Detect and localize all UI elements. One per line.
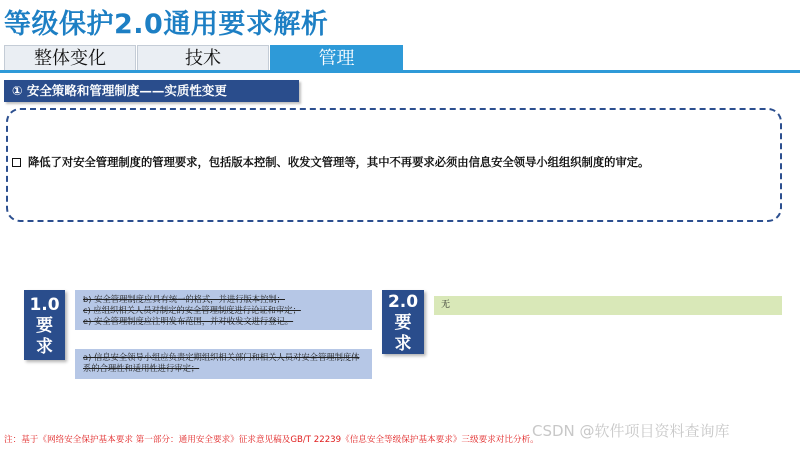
tab-underline [0, 70, 800, 73]
page-title: 等级保护2.0通用要求解析 [4, 9, 329, 40]
tab-overall-changes[interactable]: 整体变化 [4, 45, 136, 70]
summary-item [12, 154, 782, 170]
version-1-label-char2: 求 [36, 337, 53, 357]
version-1-label-char1: 要 [36, 316, 53, 336]
v1-requirement-c: c) 应组织相关人员对制定的安全管理制度进行论证和审定； [83, 305, 301, 315]
version-2-badge [382, 290, 424, 354]
version-2-label-char2: 求 [394, 334, 412, 354]
tab-management[interactable]: 管理 [270, 45, 403, 70]
watermark: CSDN @软件项目资料查询库 [532, 422, 730, 440]
section-heading: ① 安全策略和管理制度——实质性变更 [4, 80, 299, 102]
square-bullet-icon [12, 158, 21, 167]
version-1-number: 1.0 [29, 295, 60, 315]
tab-bar [0, 44, 800, 72]
v1-requirements-group-1 [75, 290, 372, 330]
footnote: 注：基于《网络安全保护基本要求 第一部分：通用安全要求》征求意见稿及GB/T 22239《信息安全等级保护基本要求》三级要求对比分析。 [4, 435, 539, 445]
summary-text: 降低了对安全管理制度的管理要求，包括版本控制、收发文管理等，其中不再要求必须由信息安全领导小组组织制度的审定。 [28, 156, 650, 169]
version-2-label-char1: 要 [394, 313, 412, 333]
v1-requirement-a: a) 信息安全领导小组应负责定期组织相关部门和相关人员对安全管理制度体系的合理性和适用性进行审定； [83, 352, 360, 373]
version-2-number: 2.0 [387, 292, 419, 312]
version-1-badge [24, 290, 65, 360]
v1-requirement-b: b) 安全管理制度应具有统一的格式，并进行版本控制； [83, 294, 285, 304]
tab-technical[interactable]: 技术 [137, 45, 269, 70]
v1-requirements-group-2 [75, 349, 372, 379]
v2-requirements-none: 无 [434, 296, 782, 315]
v1-requirement-e: e) 安全管理制度应注明发布范围，并对收发文进行登记。 [83, 316, 294, 326]
